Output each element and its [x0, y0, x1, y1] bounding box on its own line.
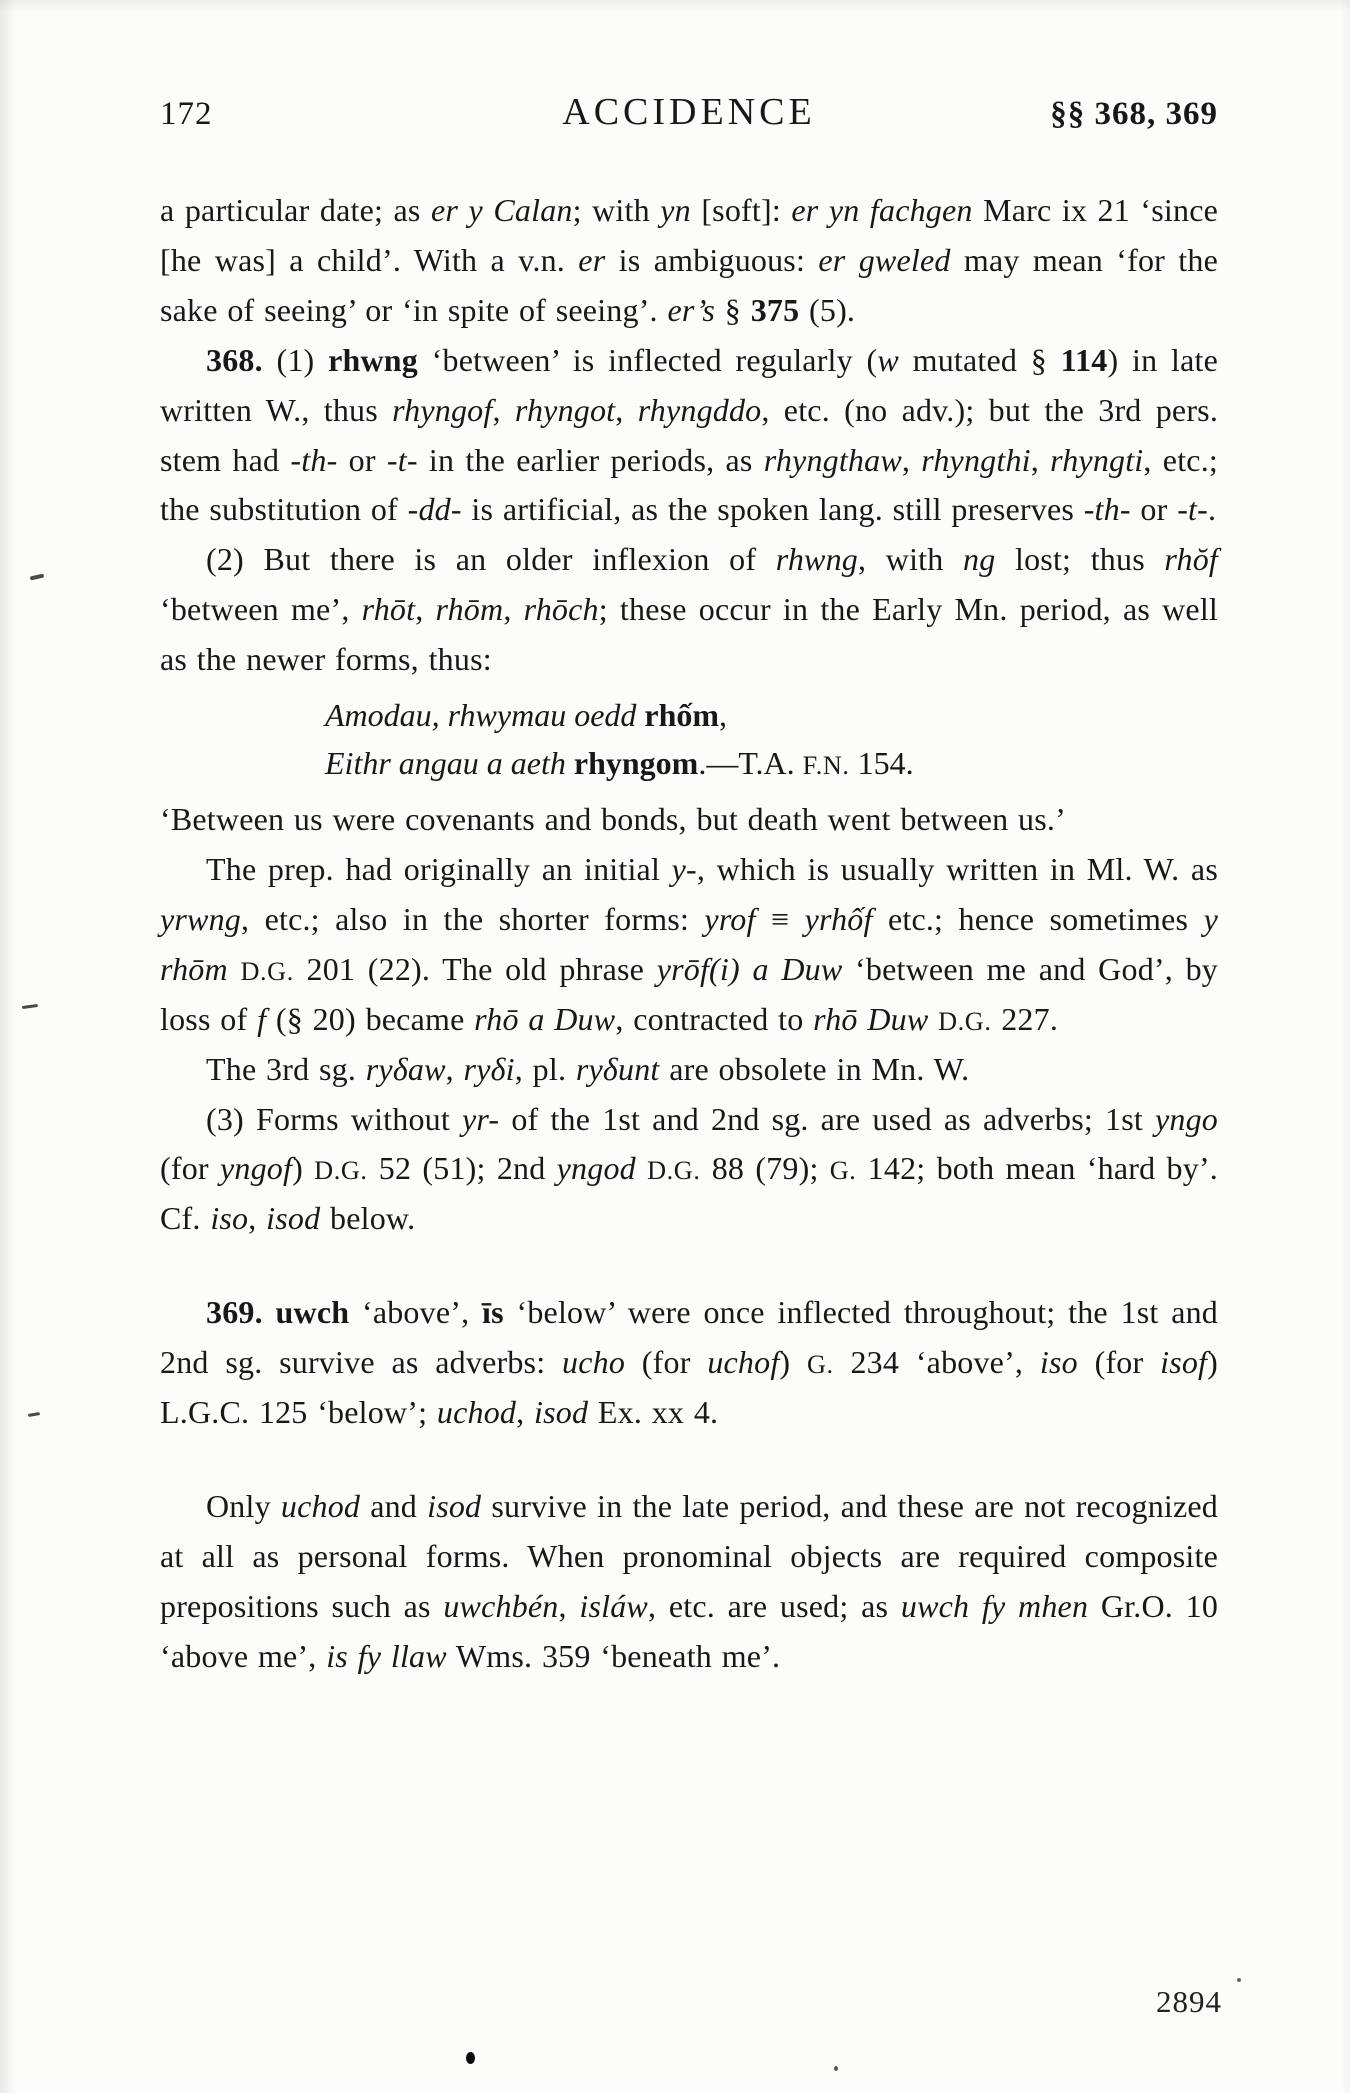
para-368-1 — [160, 336, 1218, 536]
text-segment: survive in the late period, and these are not recognized at all as personal forms. When pronominal objects are required composite prepositions such as — [160, 1487, 1219, 1624]
text-segment: D.G. — [938, 1006, 992, 1036]
page-header — [160, 90, 1218, 134]
verse-quotation — [325, 691, 1218, 787]
text-segment: y rhōm — [160, 900, 1218, 987]
text-segment: -th- — [1083, 491, 1131, 528]
text-segment: (2) But there is an older inflexion of — [206, 541, 776, 578]
text-segment: rhyngthaw — [763, 441, 902, 478]
text-segment: and — [360, 1487, 428, 1524]
text-segment: of the 1st and 2nd sg. are used as adverbs; 1st — [499, 1100, 1155, 1137]
scan-artifact-margin-dash — [28, 1412, 40, 1417]
running-title: ACCIDENCE — [562, 91, 816, 133]
para-prep-initial-y — [160, 845, 1218, 1045]
text-segment: Ex. xx 4. — [588, 1394, 719, 1431]
text-segment: or — [337, 441, 387, 478]
text-segment: .—T.A. — [698, 745, 803, 782]
text-segment: , pl. — [514, 1050, 576, 1087]
text-segment: Wms. 359 ‘beneath me’. — [446, 1637, 781, 1674]
text-segment: ucho — [562, 1344, 626, 1381]
text-segment: (for — [625, 1344, 708, 1381]
text-segment: -t- — [386, 441, 418, 478]
text-segment: , — [1030, 441, 1051, 478]
text-segment: rhyngof — [392, 391, 493, 428]
text-segment: , — [248, 1200, 267, 1237]
text-segment: ‘above’, — [349, 1294, 483, 1331]
text-segment: The prep. had originally an initial — [206, 850, 672, 887]
text-segment: iso — [1039, 1344, 1078, 1381]
text-segment: , — [719, 697, 728, 734]
text-segment: rhō a Duw — [474, 1000, 616, 1037]
text-segment: , — [415, 591, 436, 628]
text-segment: ; these occur in the Early Mn. period, as well as the newer forms, thus: — [160, 591, 1219, 678]
text-segment: rhō Duw — [813, 1000, 929, 1037]
text-segment: -th- — [290, 441, 338, 478]
scan-artifact-speck — [834, 2066, 838, 2071]
page-content — [160, 90, 1218, 1682]
text-segment: 368. — [206, 341, 263, 378]
para-continuation — [160, 186, 1218, 336]
text-segment: Marc ix 21 ‘since [he was] a child’. With a v.n. — [160, 192, 1219, 278]
text-segment: . — [1208, 491, 1217, 528]
text-segment — [636, 1150, 647, 1186]
text-segment: is artificial, as the spoken lang. still preserves — [461, 491, 1084, 528]
text-segment: G. — [807, 1350, 834, 1380]
text-segment: rhōm — [435, 591, 504, 628]
text-segment: rhyngddo — [637, 391, 762, 428]
text-segment: may mean ‘for the sake of seeing’ or ‘in spite of seeing’. — [160, 241, 1219, 328]
text-segment: iso — [210, 1200, 249, 1237]
page-number: 172 — [160, 96, 213, 132]
text-segment: , which is usually written in Ml. W. as — [696, 850, 1218, 887]
verse-line — [325, 739, 1218, 787]
text-segment: (5). — [799, 291, 856, 328]
text-segment: F.N. — [802, 751, 850, 781]
text-segment: D.G. — [240, 956, 294, 986]
text-segment: 88 (79); — [700, 1150, 830, 1187]
text-segment: er y Calan — [431, 192, 573, 228]
text-segment: (3) Forms without — [206, 1100, 462, 1137]
text-segment: , etc.; also in the shorter forms: — [241, 900, 705, 937]
text-segment: below. — [320, 1200, 416, 1237]
para-368-2 — [160, 535, 1218, 685]
text-segment: rhyngom — [573, 745, 699, 782]
text-segment: , contracted to — [615, 1000, 814, 1037]
text-segment: rhwng — [328, 341, 418, 378]
text-segment: er gweled — [818, 241, 951, 278]
text-segment: (for — [1077, 1344, 1161, 1381]
text-segment: rhốm — [644, 697, 720, 734]
text-segment: [soft]: — [690, 192, 792, 228]
para-368-3 — [160, 1095, 1218, 1245]
text-segment: yngo — [1154, 1100, 1218, 1137]
text-segment: ‘below’ were once inflected throughout; the 1st and 2nd sg. survive as adverbs: — [160, 1294, 1218, 1381]
text-segment: er yn fachgen — [791, 192, 973, 228]
text-segment: ryδi — [463, 1050, 515, 1087]
text-segment: § — [715, 291, 751, 328]
text-segment: ‘between me and God’, by loss of — [160, 950, 1218, 1037]
text-segment: isof — [1160, 1344, 1208, 1381]
scan-artifact-ink-blob — [466, 2052, 475, 2064]
text-segment: uchod — [436, 1394, 517, 1431]
text-segment: ‘Between us were covenants and bonds, but death went between us.’ — [160, 801, 1066, 838]
scan-artifact-margin-dash — [22, 1004, 38, 1009]
text-segment: rhwng — [775, 541, 858, 578]
text-segment: D.G. — [314, 1156, 368, 1186]
text-segment: 142; both mean ‘hard by’. Cf. — [160, 1150, 1218, 1237]
text-segment: Eithr angau a aeth — [325, 745, 574, 782]
text-segment: , — [558, 1587, 580, 1624]
text-segment: ) in late written W., thus — [160, 341, 1219, 428]
text-segment: etc.; hence sometimes — [872, 900, 1204, 937]
text-segment: G. — [829, 1156, 857, 1186]
text-segment: rhyngthi — [921, 441, 1031, 478]
scan-artifact-margin-dash — [30, 574, 45, 581]
text-segment: 114 — [1060, 341, 1108, 378]
text-segment: mutated § — [898, 341, 1061, 378]
text-segment: ryδaw — [365, 1050, 446, 1087]
para-translation — [160, 795, 1218, 845]
text-segment: f — [257, 1000, 267, 1037]
text-segment: 52 (51); 2nd — [367, 1150, 557, 1187]
text-segment: , — [516, 1394, 535, 1431]
text-segment: 375 — [750, 291, 800, 328]
text-body — [160, 186, 1218, 1682]
para-only-uchod — [160, 1482, 1218, 1682]
text-segment: yrwng — [160, 900, 241, 937]
text-segment: , — [492, 391, 515, 428]
text-segment: yrōf(i) a Duw — [656, 950, 843, 987]
text-segment: rhōch — [523, 591, 599, 628]
text-segment: y- — [671, 850, 697, 887]
text-segment: rhŏf — [1164, 541, 1218, 578]
text-segment: isláw — [579, 1587, 648, 1624]
text-segment: yrof — [704, 900, 756, 937]
text-segment: is ambiguous: — [605, 241, 819, 278]
verse-line — [325, 691, 1218, 739]
text-segment: , — [503, 591, 524, 628]
text-segment: isod — [266, 1200, 321, 1237]
para-369 — [160, 1288, 1218, 1438]
text-segment: uchof — [707, 1344, 780, 1381]
text-segment: or — [1130, 491, 1178, 528]
text-segment: ng — [963, 541, 996, 578]
text-segment: , — [445, 1050, 464, 1087]
text-segment: rhōt — [361, 591, 416, 628]
text-segment: ) — [292, 1150, 315, 1187]
text-segment: isod — [427, 1487, 482, 1524]
text-segment: 369. uwch — [206, 1294, 350, 1331]
text-segment: uwch fy mhen — [900, 1587, 1089, 1624]
text-segment: , etc. (no adv.); but the 3rd pers. stem had — [160, 391, 1219, 478]
text-segment — [228, 951, 241, 987]
text-segment: 227. — [991, 1000, 1059, 1037]
text-segment: ; with — [572, 192, 661, 228]
text-segment: The 3rd sg. — [206, 1050, 366, 1087]
print-code: 2894 — [1156, 1984, 1222, 2019]
text-segment: isod — [534, 1394, 589, 1431]
text-segment: , etc. are used; as — [647, 1587, 901, 1624]
text-segment: yr- — [462, 1100, 500, 1137]
text-segment: yrhốf — [804, 900, 873, 937]
text-segment: er’s — [667, 291, 716, 328]
text-segment: īs — [482, 1294, 504, 1331]
text-segment: is fy llaw — [326, 1637, 447, 1674]
text-segment: are obsolete in Mn. W. — [659, 1050, 970, 1087]
section-range: §§ 368, 369 — [1050, 96, 1218, 132]
text-segment: Only — [206, 1487, 281, 1524]
text-segment: uwchbén — [443, 1587, 559, 1624]
text-segment: 201 (22). The old phrase — [293, 950, 657, 987]
text-segment: ) — [779, 1344, 808, 1381]
text-segment: rhyngot — [514, 391, 616, 428]
text-segment: er — [578, 241, 606, 278]
text-segment: ≡ — [755, 900, 805, 937]
text-segment: ryδunt — [575, 1050, 660, 1087]
scan-artifact-speck — [1237, 1978, 1241, 1982]
text-segment: yngof — [219, 1150, 293, 1187]
text-segment: ‘between’ is inflected regularly ( — [418, 341, 878, 378]
text-segment: (1) — [262, 341, 329, 378]
text-segment: -t- — [1177, 491, 1208, 528]
text-segment: Amodau, rhwymau oedd — [325, 697, 645, 734]
text-segment: uchod — [280, 1487, 361, 1524]
text-segment: -dd- — [407, 491, 462, 528]
text-segment: rhyngti — [1050, 441, 1144, 478]
text-segment: 234 ‘above’, — [833, 1344, 1040, 1381]
para-3rd-sg — [160, 1045, 1218, 1095]
text-segment: lost; thus — [995, 541, 1165, 578]
text-segment: , — [615, 391, 638, 428]
text-segment: ) L.G.C. 125 ‘below’; — [160, 1344, 1219, 1431]
text-segment: (§ 20) became — [266, 1000, 475, 1037]
text-segment: in the earlier periods, as — [417, 441, 764, 478]
text-segment: a particular date; as — [160, 192, 432, 228]
text-segment: , — [901, 441, 922, 478]
text-segment: 154. — [849, 745, 914, 782]
text-segment: D.G. — [647, 1156, 701, 1186]
text-segment: Gr.O. 10 ‘above me’, — [160, 1587, 1219, 1674]
text-segment — [928, 1001, 938, 1037]
text-segment: , etc.; the substitution of — [160, 441, 1218, 528]
text-segment: w — [877, 341, 899, 378]
text-segment: ‘between me’, — [160, 591, 362, 628]
text-segment: yngod — [556, 1150, 636, 1187]
text-segment: , with — [857, 541, 964, 578]
text-segment: yn — [660, 192, 691, 228]
text-segment: (for — [160, 1150, 220, 1187]
